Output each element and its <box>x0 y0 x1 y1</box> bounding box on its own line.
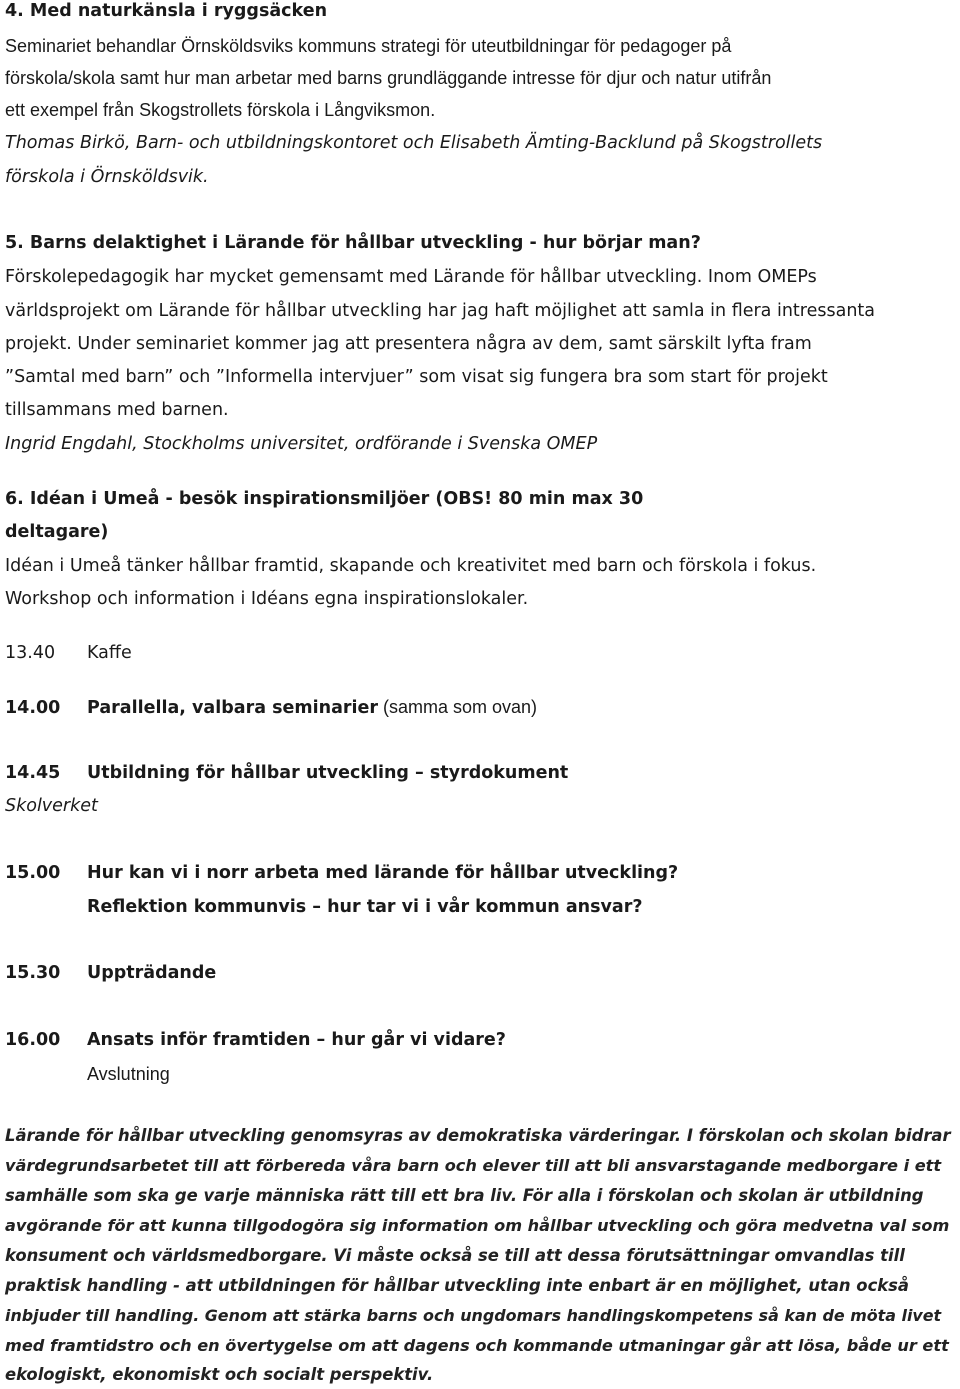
schedule-row-1340 <box>5 645 132 663</box>
schedule-item-norr: Hur kan vi i norr arbeta med lärande för hållbar utveckling? <box>87 863 679 883</box>
section-4-speaker-line: Thomas Birkö, Barn- och utbildningskontoret och Elisabeth Ämting-Backlund på Skogstrollets <box>5 133 823 153</box>
section-4-body-line: Seminariet behandlar Örnsköldsviks kommuns strategi för uteutbildningar för pedagoger på <box>5 36 732 56</box>
section-5-body-line: projekt. Under seminariet kommer jag att presentera några av dem, samt särskilt lyfta fram <box>5 334 812 354</box>
schedule-time: 15.30 <box>5 963 61 983</box>
schedule-item-uppträdande: Uppträdande <box>87 963 217 983</box>
section-6-heading-cont: deltagare) <box>5 522 109 542</box>
section-5-heading: 5. Barns delaktighet i Lärande för hållbar utveckling - hur börjar man? <box>5 233 701 253</box>
schedule-time: 13.40 <box>5 643 56 663</box>
section-5-body-line: tillsammans med barnen. <box>5 400 229 420</box>
section-5-body-line: Förskolepedagogik har mycket gemensamt med Lärande för hållbar utveckling. Inom OMEPs <box>5 267 817 287</box>
section-4-speaker-line: förskola i Örnsköldsvik. <box>5 167 209 187</box>
closing-line: Lärande för hållbar utveckling genomsyras av demokratiska värderingar. I förskolan och skolan bidrar <box>5 1126 951 1145</box>
schedule-item-ansats: Ansats inför framtiden – hur går vi vidare? <box>87 1030 506 1050</box>
closing-line: samhälle som ska ge varje människa rätt till ett bra liv. För alla i förskolan och skolan är utbildning <box>5 1186 924 1205</box>
schedule-item-kaffe: Kaffe <box>87 643 132 663</box>
schedule-item-reflektion: Reflektion kommunvis – hur tar vi i vår kommun ansvar? <box>87 897 643 917</box>
section-4-body-line: ett exempel från Skogstrollets förskola i Långviksmon. <box>5 100 436 120</box>
schedule-row-1445 <box>5 765 568 783</box>
closing-line: konsument och världsmedborgare. Vi måste också se till att dessa förutsättningar omvandlas till <box>5 1246 905 1265</box>
schedule-item-utbildning: Utbildning för hållbar utveckling – styrdokument <box>87 763 569 783</box>
schedule-row-1600 <box>5 1032 506 1050</box>
section-4-heading: 4. Med naturkänsla i ryggsäcken <box>5 1 328 21</box>
closing-line: avgörande för att kunna tillgodogöra sig information om hållbar utveckling och göra medvetna val som <box>5 1216 950 1235</box>
schedule-time: 16.00 <box>5 1030 61 1050</box>
schedule-row-1400 <box>5 698 537 718</box>
schedule-row-1500 <box>5 865 678 883</box>
section-5-body-line: världsprojekt om Lärande för hållbar utveckling har jag haft möjlighet att samla in flera intressanta <box>5 301 876 321</box>
section-6-body-line: Workshop och information i Idéans egna inspirationslokaler. <box>5 589 529 609</box>
closing-line: ekologiskt, ekonomiskt och socialt perspektiv. <box>5 1365 434 1384</box>
section-5-body-line: ”Samtal med barn” och ”Informella intervjuer” som visat sig fungera bra som start för projekt <box>5 367 828 387</box>
schedule-row-1530 <box>5 965 216 983</box>
section-5-speaker: Ingrid Engdahl, Stockholms universitet, ordförande i Svenska OMEP <box>5 434 598 454</box>
schedule-time: 14.45 <box>5 763 61 783</box>
closing-line: praktisk handling - att utbildningen för hållbar utveckling inte enbart är en möjlighet, utan också <box>5 1276 909 1295</box>
schedule-time: 14.00 <box>5 698 61 718</box>
closing-line: inbjuder till handling. Genom att stärka barns och ungdomars handlingskompetens så kan de möta livet <box>5 1306 942 1325</box>
schedule-item-note: (samma som ovan) <box>378 697 538 717</box>
schedule-time: 15.00 <box>5 863 61 883</box>
section-4-body-line: förskola/skola samt hur man arbetar med barns grundläggande intresse för djur och natur utifrån <box>5 68 772 88</box>
schedule-item-skolverket: Skolverket <box>5 796 98 816</box>
schedule-item-avslutning: Avslutning <box>87 1064 170 1084</box>
schedule-item-parallella: Parallella, valbara seminarier <box>87 698 379 718</box>
closing-line: värdegrundsarbetet till att förbereda våra barn och elever till att bli ansvarstagande medborgare i ett <box>5 1156 942 1175</box>
section-6-body-line: Idéan i Umeå tänker hållbar framtid, skapande och kreativitet med barn och förskola i fokus. <box>5 556 817 576</box>
section-6-heading: 6. Idéan i Umeå - besök inspirationsmiljöer (OBS! 80 min max 30 <box>5 489 644 509</box>
closing-line: med framtidstro och en övertygelse om att dagens och kommande utmaningar går att lösa, både ur ett <box>5 1336 949 1355</box>
